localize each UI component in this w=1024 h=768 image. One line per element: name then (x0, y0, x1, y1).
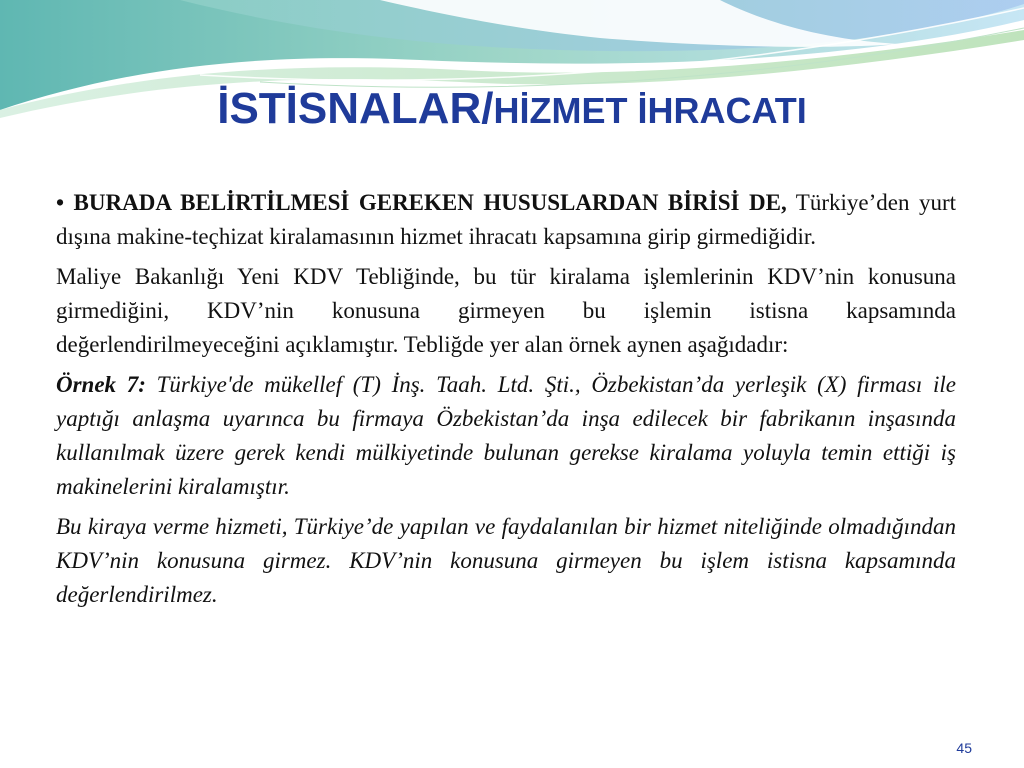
paragraph-4-text: Bu kiraya verme hizmeti, Türkiye’de yapılan ve faydalanılan bir hizmet niteliğinde olmadığından KDV’nin konusuna girmez. KDV’nin konusuna girmeyen bu işlem istisna kapsamında değerlendirilmez. (56, 514, 956, 607)
example-text: Türkiye'de mükellef (T) İnş. Taah. Ltd. Şti., Özbekistan’da yerleşik (X) firması ile yaptığı anlaşma uyarınca bu firmaya Özbekistan’da inşa edilecek bir fabrikanın inşasında kullanılmak üzere gerek kendi mülkiyetinde bulunan gerekse kiralama yoluyla temin ettiği iş makinelerini kiralamıştır. (56, 372, 956, 499)
paragraph-1 (56, 186, 956, 254)
paragraph-3 (56, 368, 956, 504)
bullet-icon: • (56, 190, 65, 215)
paragraph-1-text: Türkiye’den yurt dışına makine-teçhizat kiralamasının hizmet ihracatı kapsamına girip girmediğidir. (56, 190, 956, 249)
paragraph-2 (56, 260, 956, 362)
paragraph-1-heading: BURADA BELİRTİLMESİ GEREKEN HUSUSLARDAN BİRİSİ DE, (73, 190, 787, 215)
page-number: 45 (956, 740, 972, 756)
slide-title-sub: HİZMET İHRACATI (493, 90, 807, 131)
example-label: Örnek 7: (56, 372, 146, 397)
paragraph-2-text: Maliye Bakanlığı Yeni KDV Tebliğinde, bu tür kiralama işlemlerinin KDV’nin konusuna girmediğini, KDV’nin konusuna girmeyen bu işlemin istisna kapsamında değerlendirilmeyeceğini açıklamıştır. Tebliğde yer alan örnek aynen aşağıdadır: (56, 264, 956, 357)
slide-title-main: İSTİSNALAR/ (217, 84, 494, 133)
slide-body (56, 186, 956, 618)
paragraph-4 (56, 510, 956, 612)
slide-title (0, 84, 1024, 134)
